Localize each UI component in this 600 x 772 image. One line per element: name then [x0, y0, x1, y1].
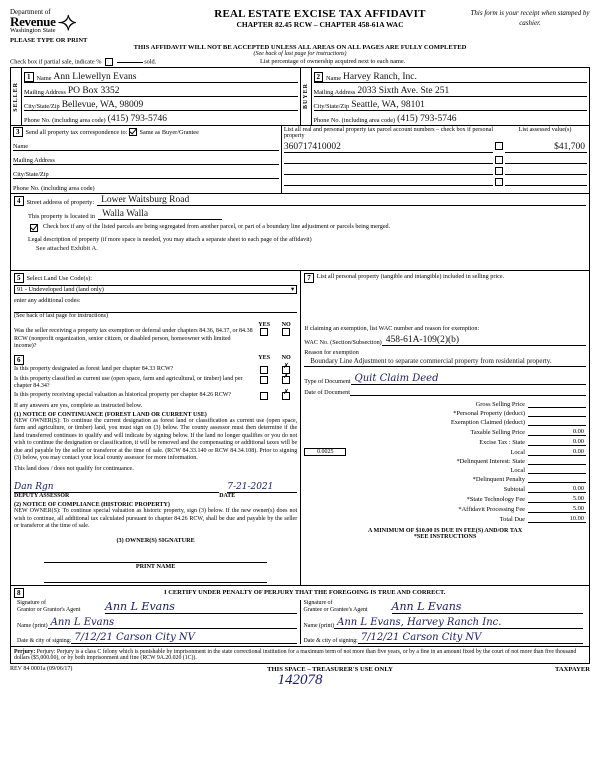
s6-note: If any answers are yes, complete as instructed below. — [14, 402, 143, 409]
personal-property-label: List all personal property (tangible and intangible) included in selling price. — [316, 273, 505, 280]
buyer-name-label: Name — [326, 75, 342, 82]
buyer-phone-value[interactable]: (415) 793-5746 — [397, 114, 457, 124]
same-as-buyer-label: Same as Buyer/Grantee — [139, 128, 199, 136]
ownership-percent-note: List percentage of ownership acquired next to each name. — [260, 58, 406, 65]
same-as-buyer-checkbox[interactable] — [129, 128, 137, 136]
page-subtitle: CHAPTER 82.45 RCW – CHAPTER 458-61A WAC — [236, 20, 404, 29]
dept-line2: Revenue — [10, 14, 56, 29]
parcel-row-3 — [284, 167, 587, 175]
grantee-signature-block: Signature of Grantee or Grantee's Agent Ann L Evans Name (print) Ann L Evans, Harvey Ranch Inc. Date & city of signing: 7/12/21 Carson City NV — [301, 600, 587, 644]
line-taxable-selling-price — [304, 428, 586, 436]
page-title: REAL ESTATE EXCISE TAX AFFIDAVIT — [214, 8, 426, 20]
parcel-assessed-3[interactable] — [505, 167, 587, 175]
parcel-number-4[interactable] — [284, 178, 493, 186]
section-8 — [10, 586, 590, 647]
grantor-signature-value[interactable]: Ann L Evans — [105, 600, 297, 614]
parcel-assessed-1[interactable]: $41,700 — [505, 142, 587, 153]
parcel-personal-checkbox-1[interactable] — [495, 142, 503, 150]
label-exemption-claimed: Exemption Claimed (deduct) — [450, 419, 525, 426]
seller-phone-value[interactable]: (415) 793-5746 — [107, 114, 168, 124]
section-7-number: 7 — [304, 273, 314, 283]
section-3-number: 3 — [13, 127, 23, 137]
s6-question-3: Is this property receiving special valuation as historical property per chapter 84.26 RCW? — [14, 391, 232, 398]
notice-continuance-body: NEW OWNER(S): To continue the current designation as forest land or classification as current use (open space, farm and agriculture, or timber) land, you must sign on (3) below. The county assessor must then determine if the land transferred continues to qualify and will indicate by signing below. If the land no longer qualifies or you do not wish to continue the designation or classification, it will be removed and the compensating or additional taxes will be due and payable by the seller or transferor at the time of sale. (RCW 84.33.140 or RCW 84.34.108). Prior to signing (3) below, you may contact your local county assessor for more information. — [14, 417, 298, 461]
buyer-phone-label: Phone No. (including area code) — [313, 117, 396, 124]
deputy-assessor-label: DEPUTY ASSESSOR — [14, 493, 70, 500]
label-excise-tax-state: Excise Tax : State — [479, 439, 525, 446]
parties-block — [10, 68, 590, 126]
perjury-text: Perjury: Perjury is a class C felony which is punishable by imprisonment in the state correctional institution for a maximum term of not more than five years, or by a fine in an amount fixed by the court of not more than five thousand dollars ($5,000.00), or by both imprisonment and fine (RCW 9A.20.020 (1C)). — [14, 648, 577, 661]
section-8-number: 8 — [14, 588, 24, 598]
line-exemption-claimed — [304, 419, 586, 426]
line-delinquent-penalty — [304, 476, 586, 483]
label-total-due: Total Due — [499, 516, 525, 523]
qualify-line: This land does / does not qualify for continuance. — [14, 466, 134, 473]
value-taxable-selling-price: 0.00 — [528, 428, 586, 436]
grantee-date-value[interactable]: 7/12/21 Carson City NV — [358, 632, 583, 644]
parcel-assessed-4[interactable] — [505, 178, 587, 186]
chevron-down-icon[interactable]: ▾ — [291, 286, 295, 293]
section-4-number: 4 — [14, 196, 24, 206]
value-delinquent-interest-local[interactable] — [528, 473, 586, 474]
section-2-number: 2 — [314, 72, 324, 82]
parcel-number-3[interactable] — [284, 167, 493, 175]
value-subtotal: 0.00 — [528, 485, 586, 493]
parcel-number-1[interactable]: 360717410002 — [284, 142, 493, 153]
seller-phone-label: Phone No. (including area code) — [24, 117, 106, 124]
value-total-due: 10.00 — [528, 515, 586, 523]
label-affidavit-processing-fee: *Affidavit Processing Fee — [458, 506, 525, 513]
tax-correspondence-label: Send all property tax correspondence to: — [25, 128, 128, 136]
certify-statement: I CERTIFY UNDER PENALTY OF PERJURY THAT THE FOREGOING IS TRUE AND CORRECT. — [164, 589, 446, 597]
label-state-technology-fee: *State Technology Fee — [466, 496, 525, 503]
segregation-checkbox[interactable] — [30, 224, 38, 232]
label-taxable-selling-price: Taxable Selling Price — [470, 429, 525, 436]
reason-exemption-label: Reason for exemption — [304, 349, 359, 356]
left-column — [11, 271, 301, 585]
receipt-note: This form is your receipt when stamped by cashier. — [470, 9, 590, 27]
reason-exemption-value[interactable]: Boundary Line Adjustment to separate commercial property from residential property. — [304, 356, 586, 367]
label-delinquent-penalty: *Delinquent Penalty — [472, 476, 525, 483]
section-6-number: 6 — [14, 355, 24, 365]
grantor-name-label: Name (print) — [17, 622, 48, 629]
grantor-date-value[interactable]: 7/12/21 Carson City NV — [71, 632, 296, 644]
section-1-number: 1 — [24, 72, 34, 82]
treasurer-stamp-number: 142078 — [277, 671, 323, 688]
parcel-assessed-2[interactable] — [505, 156, 587, 164]
additional-codes-label: enter any additional codes: — [14, 297, 81, 304]
buyer-section — [301, 68, 590, 125]
notice-compliance-body: NEW OWNER(S): To continue special valuation as historic property, sign (3) below. If the new owner(s) does not wish to continue, all additional tax calculated pursuant to chapter 84.26 RCW, shall be due and payable by the seller or transferor at the time of sale. — [14, 508, 298, 530]
owner-signature-line[interactable] — [44, 546, 267, 563]
s6-q3-no-checkbox[interactable] — [282, 392, 290, 400]
seller-name-label: Name — [36, 75, 52, 82]
legal-description-label: Legal description of property (if more space is needed, you may attach a separate sheet to each page of the affidavit) — [28, 237, 312, 243]
line-affidavit-processing-fee — [304, 505, 586, 513]
buyer-mailing-value[interactable]: 2033 Sixth Ave. Ste 251 — [357, 86, 450, 96]
s3-name-label: Name — [13, 143, 29, 150]
department-logo-block — [10, 8, 170, 35]
minimum-due-note: A MINIMUM OF $10.00 IS DUE IN FEE(S) AND/OR TAX — [367, 528, 523, 534]
dept-line3: Washington State — [10, 27, 56, 34]
s3-citystate-label: City/State/Zip — [13, 171, 49, 178]
value-excise-tax-state: 0.00 — [528, 438, 586, 446]
assessor-date-label: DATE — [219, 493, 236, 500]
s3-mailing-label: Mailing Address — [13, 157, 55, 164]
line-gross-selling-price — [304, 401, 586, 408]
seller-mailing-label: Mailing Address — [24, 89, 66, 96]
partial-sale-sold-label: sold. — [144, 58, 157, 66]
s5-no-header: NO — [281, 322, 291, 328]
land-use-see-back: (See back of last page for instructions) — [14, 313, 109, 319]
label-excise-tax-local: Local — [510, 449, 525, 456]
property-city-value[interactable]: Walla Walla — [98, 209, 222, 220]
grantee-signature-value[interactable]: Ann L Evans — [392, 600, 584, 614]
parcel-personal-checkbox-2[interactable] — [495, 156, 503, 164]
value-excise-tax-local: 0.00 — [528, 448, 586, 456]
label-delinquent-interest-state: *Delinquent Interest: State — [456, 458, 525, 465]
grantee-date-label: Date & city of signing: — [303, 637, 358, 644]
line-subtotal — [304, 485, 586, 493]
wac-number-value[interactable]: 458-61A-109(2)(b) — [382, 335, 586, 346]
section-5-number: 5 — [14, 273, 24, 283]
wac-number-label: WAC No. (Section/Subsection) — [304, 339, 382, 346]
s6-q1-yes-checkbox[interactable] — [260, 366, 268, 374]
deputy-assessor-date[interactable]: 7-21-2021 — [227, 482, 297, 493]
line-excise-tax-local — [304, 448, 586, 456]
seller-name-value[interactable]: Ann Llewellyn Evans — [53, 72, 137, 82]
value-delinquent-penalty[interactable] — [528, 482, 586, 483]
line-total-due — [304, 515, 586, 523]
grantor-signature-block: Signature of Grantor or Grantor's Agent Ann L Evans Name (print) Ann L Evans Date & city of signing: 7/12/21 Carson City NV — [14, 600, 301, 644]
seller-section — [11, 68, 301, 125]
notice-continuance-title: (1) NOTICE OF CONTINUANCE (FOREST LAND OR CURRENT USE) — [14, 411, 207, 418]
section-4 — [10, 194, 590, 271]
date-of-document-label: Date of Document — [304, 389, 350, 396]
section-3 — [10, 126, 590, 194]
partial-sale-label: Check box if partial sale, indicate % — [10, 58, 102, 66]
s6-q3-yes-checkbox[interactable] — [260, 392, 268, 400]
buyer-side-label: BUYER — [302, 83, 309, 110]
partial-sale-checkbox[interactable] — [105, 58, 113, 66]
value-personal-property[interactable] — [528, 416, 586, 417]
seller-citystate-label: City/State/Zip — [24, 103, 60, 110]
see-back-note: (See back of last page for instructions) — [253, 51, 347, 57]
value-delinquent-interest-state[interactable] — [528, 464, 586, 465]
parcel-numbers-header: List all real and personal property tax parcel account numbers – check box if personal property — [283, 127, 494, 139]
partial-sale-row — [10, 58, 590, 68]
label-gross-selling-price: Gross Selling Price — [475, 401, 525, 408]
value-state-technology-fee: 5.00 — [528, 495, 586, 503]
s6-no-header: NO — [281, 354, 291, 361]
street-address-label: Street address of property: — [26, 199, 95, 206]
grantee-name-value[interactable]: Ann L Evans, Harvey Ranch Inc. — [334, 617, 583, 629]
buyer-citystate-value[interactable]: Seattle, WA, 98101 — [351, 100, 425, 110]
title-block — [170, 8, 470, 29]
value-gross-selling-price[interactable] — [528, 407, 586, 408]
perjury-statement: Perjury: Perjury: Perjury is a class C felony which is punishable by imprisonment in the state correctional institution for a maximum term of not more than five years, or by a fine in an amount fixed by the court of not more than five thousand dollars ($5,000.00), or by both imprisonment and fine (RCW 9A.20.020 (1C)). — [10, 647, 590, 664]
line-delinquent-interest-local — [304, 467, 586, 474]
type-of-document-value[interactable]: Quit Claim Deed — [351, 373, 586, 385]
parcel-personal-checkbox-3[interactable] — [495, 167, 503, 175]
label-personal-property: *Personal Property (deduct) — [453, 410, 525, 417]
line-excise-tax-state — [304, 438, 586, 446]
warning-text: THIS AFFIDAVIT WILL NOT BE ACCEPTED UNLESS ALL AREAS ON ALL PAGES ARE FULLY COMPLETED — [133, 44, 467, 51]
s5-q1-yes-checkbox[interactable] — [260, 328, 268, 336]
grantor-name-value[interactable]: Ann L Evans — [48, 617, 297, 629]
parcel-number-2[interactable] — [284, 156, 493, 164]
label-subtotal: Subtotal — [503, 486, 525, 493]
legal-description-value[interactable]: See attached Exhibit A. — [36, 245, 98, 252]
assessed-values-header: List assessed value(s) — [518, 127, 572, 133]
revenue-swirl-icon: ⟢ — [57, 6, 77, 37]
s6-q2-no-checkbox[interactable] — [282, 376, 290, 384]
land-use-code-select[interactable] — [14, 285, 297, 294]
sections-5-6-7 — [10, 271, 590, 586]
print-name-line[interactable] — [44, 570, 267, 583]
notice-compliance-title: (2) NOTICE OF COMPLIANCE (HISTORIC PROPERTY) — [14, 502, 170, 509]
s6-q2-yes-checkbox[interactable] — [260, 376, 268, 384]
street-address-value[interactable]: Lower Waitsburg Road — [97, 195, 586, 206]
see-instructions-note: *SEE INSTRUCTIONS — [413, 534, 477, 540]
buyer-name-value[interactable]: Harvey Ranch, Inc. — [343, 72, 417, 82]
print-name-label: PRINT NAME — [135, 562, 176, 570]
s5-q1-no-checkbox[interactable] — [282, 328, 290, 336]
parcel-personal-checkbox-4[interactable] — [495, 178, 503, 186]
grantor-date-label: Date & city of signing: — [17, 637, 72, 644]
label-delinquent-interest-local: Local — [510, 467, 525, 474]
rev-number: REV 84 0001a (09/06/17) — [10, 665, 73, 672]
date-of-document-value[interactable] — [350, 395, 586, 396]
exemption-claim-label: If claiming an exemption, list WAC number and reason for exemption: — [304, 325, 480, 332]
seller-mailing-value[interactable]: PO Box 3352 — [67, 86, 120, 96]
s3-phone-label: Phone No. (including area code) — [13, 185, 95, 192]
s5-yes-header: YES — [258, 322, 271, 328]
land-use-code-label: Select Land Use Code(s): — [26, 274, 92, 282]
s6-yes-header: YES — [258, 354, 271, 361]
buyer-mailing-label: Mailing Address — [313, 89, 356, 96]
additional-codes-input[interactable] — [14, 304, 297, 313]
value-affidavit-processing-fee: 5.00 — [528, 505, 586, 513]
page-header — [10, 8, 590, 35]
taxpayer-label: TAXPAYER — [554, 665, 590, 673]
type-of-document-label: Type of Document — [304, 378, 351, 385]
property-city-label: This property is located in — [28, 213, 96, 220]
parcel-row-4 — [284, 178, 587, 186]
s6-question-2: Is this property classified as current use (open space, farm and agricultural, or timber) land per chapter 84.34? — [14, 375, 243, 390]
parcel-row-1 — [284, 142, 587, 153]
local-rate-value: 0.0025 — [304, 448, 346, 456]
s5-question-1: Was the seller receiving a property tax exemption or deferral under chapters 84.36, 84.37, or 84.38 RCW (nonprofit organization, senior citizen, or disabled person, homeowner with limited income)? — [14, 328, 253, 350]
segregation-text: Check box if any of the listed parcels are being segregated from another parcel, or part of a boundary line adjustment or parcels being merged. — [43, 224, 391, 230]
line-personal-property — [304, 410, 586, 417]
treasurer-use-label: THIS SPACE – TREASURER'S USE ONLY — [267, 665, 393, 673]
line-delinquent-interest-state — [304, 458, 586, 465]
s6-question-1: Is this property designated as forest land per chapter 84.33 RCW? — [14, 365, 174, 372]
dept-line1: Department of — [10, 8, 51, 16]
section-7 — [301, 271, 589, 585]
grantee-name-label: Name (print) — [303, 622, 335, 629]
parcel-row-2 — [284, 156, 587, 164]
buyer-citystate-label: City/State/Zip — [313, 103, 350, 110]
line-state-technology-fee — [304, 495, 586, 503]
value-exemption-claimed[interactable] — [528, 425, 586, 426]
seller-citystate-value[interactable]: Bellevue, WA, 98009 — [61, 100, 144, 110]
deputy-assessor-signature[interactable]: Dan Rgn — [14, 482, 219, 493]
seller-side-label: SELLER — [13, 81, 19, 112]
land-use-code-value: 91 - Undeveloped land (land only) — [17, 286, 104, 293]
please-type-label: PLEASE TYPE OR PRINT — [10, 37, 88, 44]
owner-signature-title: (3) OWNER(S) SIGNATURE — [116, 536, 195, 544]
